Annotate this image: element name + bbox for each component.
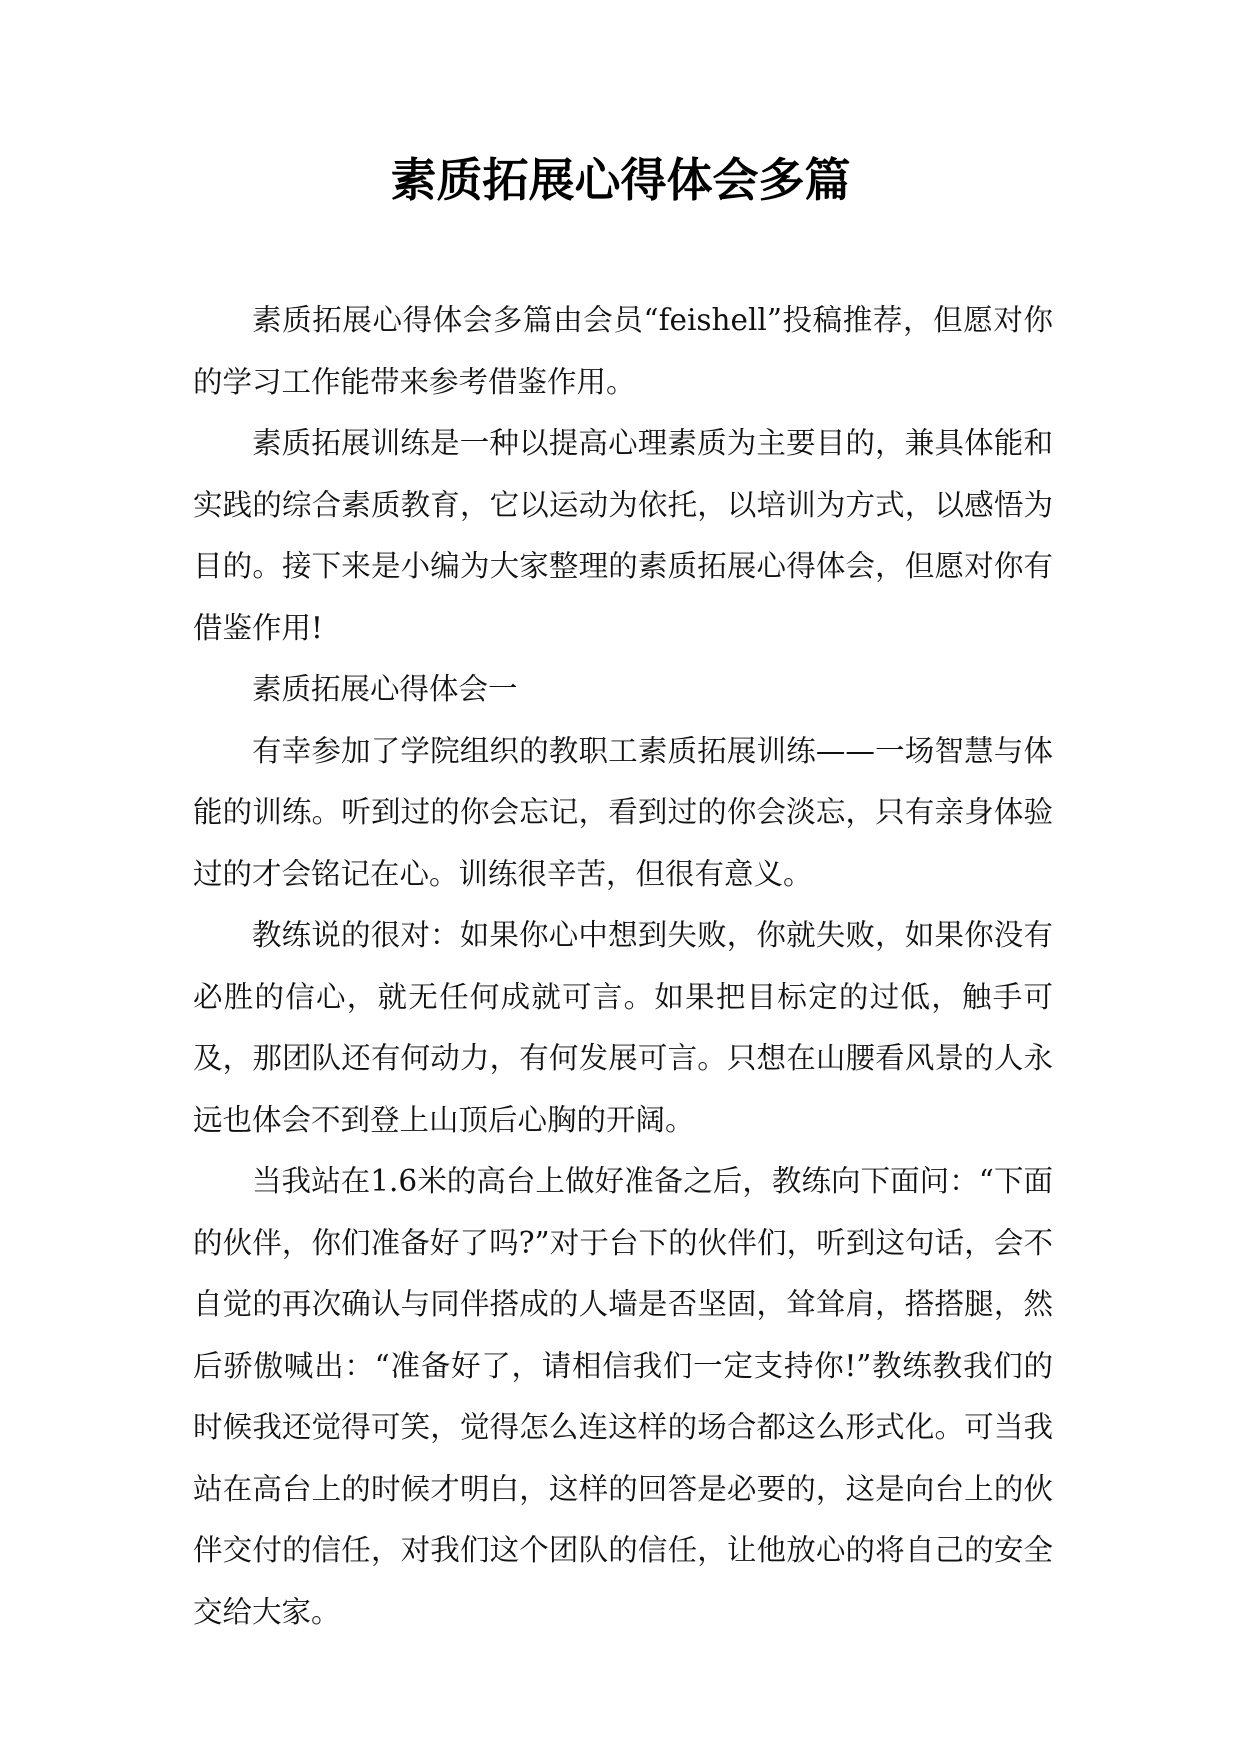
document-body (193, 290, 1053, 1643)
paragraph-body: 当我站在1.6米的高台上做好准备之后，教练向下面问：“下面的伙伴，你们准备好了吗?”对于台下的伙伴们，听到这句话，会不自觉的再次确认与同伴搭成的人墙是否坚固，耸耸肩，搭搭腿，然后骄傲喊出：“准备好了，请相信我们一定支持你!”教练教我们的时候我还觉得可笑，觉得怎么连这样的场合都这么形式化。可当我站在高台上的时候才明白，这样的回答是必要的，这是向台上的伙伴交付的信任，对我们这个团队的信任，让他放心的将自己的安全交给大家。 (193, 1164, 1053, 1629)
paragraph-body: 有幸参加了学院组织的教职工素质拓展训练——一场智慧与体能的训练。听到过的你会忘记，看到过的你会淡忘，只有亲身体验过的才会铭记在心。训练很辛苦，但很有意义。 (193, 733, 1053, 891)
paragraph-overview: 素质拓展训练是一种以提高心理素质为主要目的，兼具体能和实践的综合素质教育，它以运动为依托，以培训为方式，以感悟为目的。接下来是小编为大家整理的素质拓展心得体会，但愿对你有借鉴作用! (193, 426, 1053, 645)
section-heading: 素质拓展心得体会一 (252, 672, 518, 706)
paragraph-intro: 素质拓展心得体会多篇由会员“feishell”投稿推荐，但愿对你的学习工作能带来参考借鉴作用。 (193, 303, 1053, 399)
paragraph-body: 教练说的很对：如果你心中想到失败，你就失败，如果你没有必胜的信心，就无任何成就可言。如果把目标定的过低，触手可及，那团队还有何动力，有何发展可言。只想在山腰看风景的人永远也体会不到登上山顶后心胸的开阔。 (193, 918, 1053, 1137)
document-title: 素质拓展心得体会多篇 (390, 153, 851, 207)
